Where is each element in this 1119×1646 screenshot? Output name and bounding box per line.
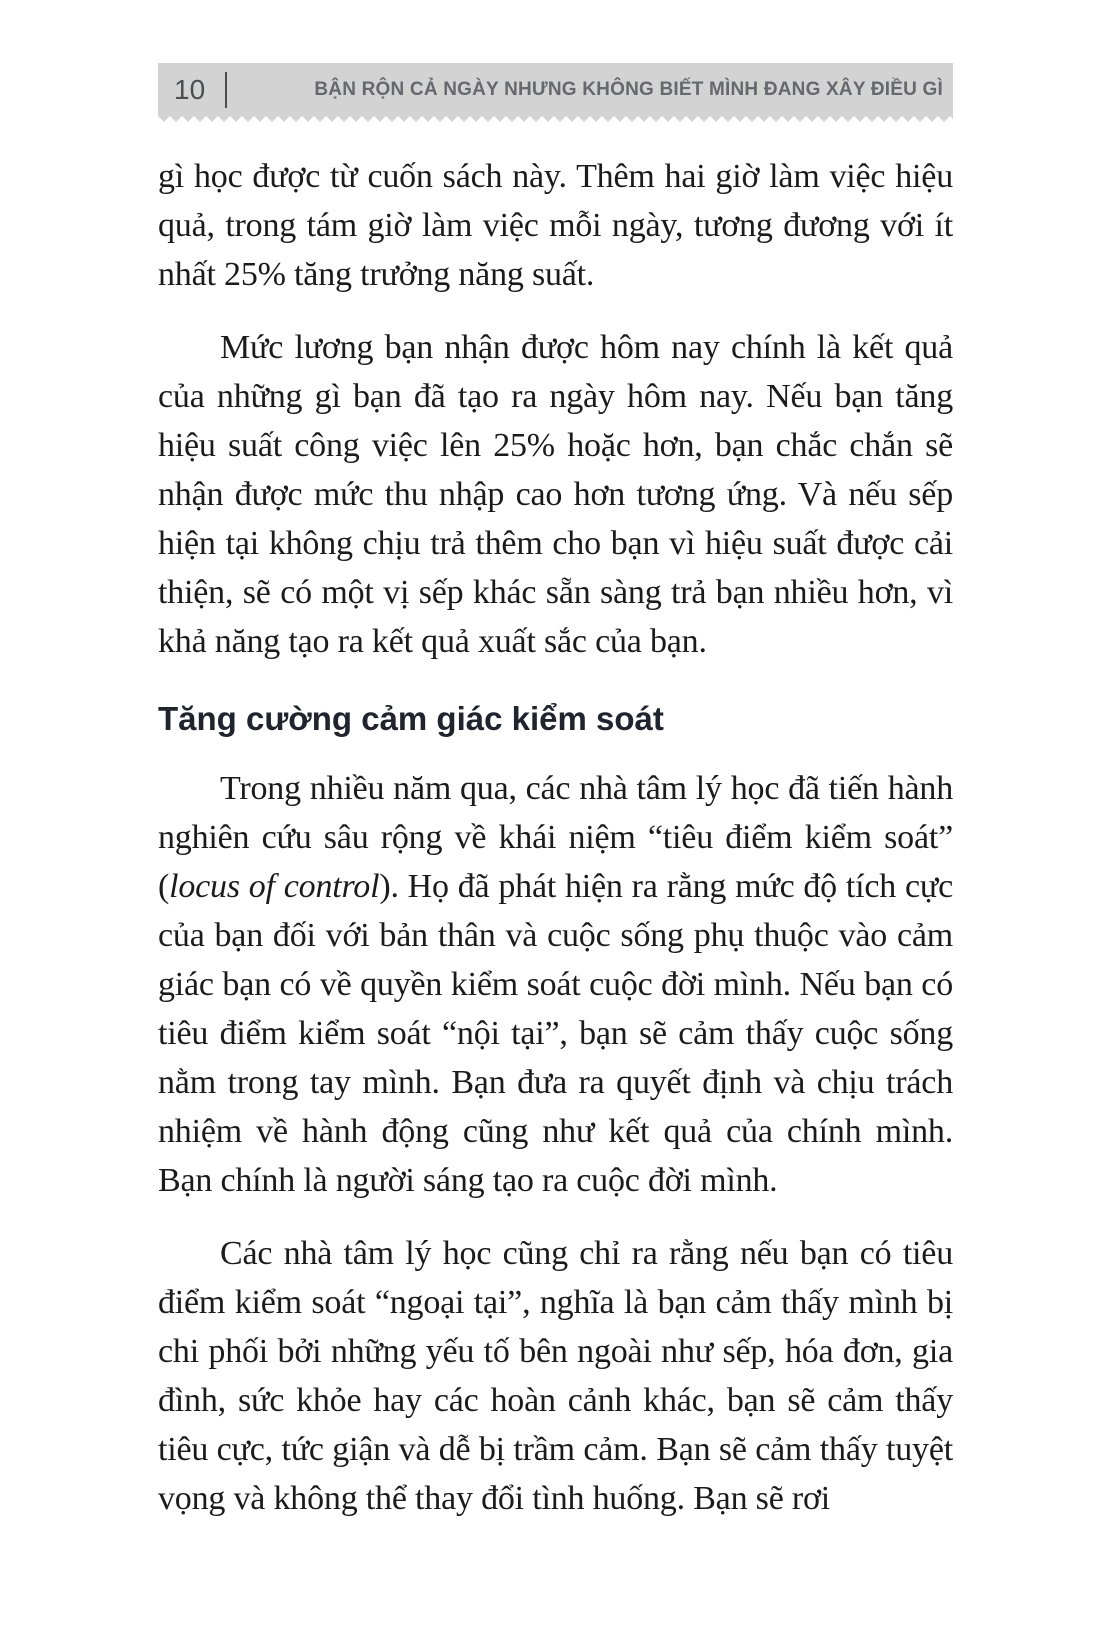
paragraph-3-post: ). Họ đã phát hiện ra rằng mức độ tích cực của bạn đối với bản thân và cuộc sống phụ thuộc vào cảm giác bạn có về quyền kiểm soát cuộc đời mình. Nếu bạn có tiêu điểm kiểm soát “nội tại”, bạn sẽ cảm thấy cuộc sống nằm trong tay mình. Bạn đưa ra quyết định và chịu trách nhiệm về hành động cũng như kết quả của chính mình. Bạn chính là người sáng tạo ra cuộc đời mình. (158, 868, 953, 1199)
section-heading: Tăng cường cảm giác kiểm soát (158, 700, 664, 737)
header-divider (225, 72, 227, 108)
running-title: BẬN RỘN CẢ NGÀY NHƯNG KHÔNG BIẾT MÌNH ĐANG XÂY ĐIỀU GÌ (314, 78, 943, 100)
body-paragraph-1: gì học được từ cuốn sách này. Thêm hai giờ làm việc hiệu quả, trong tám giờ làm việc mỗi ngày, tương đương với ít nhất 25% tăng trưởng năng suất. (158, 158, 953, 293)
zigzag-edge (158, 116, 953, 122)
body-paragraph-2: Mức lương bạn nhận được hôm nay chính là kết quả của những gì bạn đã tạo ra ngày hôm nay. Nếu bạn tăng hiệu suất công việc lên 25% hoặc hơn, bạn chắc chắn sẽ nhận được mức thu nhập cao hơn tương ứng. Và nếu sếp hiện tại không chịu trả thêm cho bạn vì hiệu suất được cải thiện, sẽ có một vị sếp khác sẵn sàng trả bạn nhiều hơn, vì khả năng tạo ra kết quả xuất sắc của bạn. (158, 329, 953, 660)
page-number: 10 (174, 73, 206, 105)
paragraph-3-pre: Trong nhiều năm qua, các nhà tâm lý học đã tiến hành nghiên cứu sâu rộng về khái niệm “tiêu điểm kiểm soát” ( (158, 770, 953, 905)
page-header-bar (158, 63, 953, 116)
body-paragraph-3 (158, 764, 953, 1205)
text-column (158, 152, 953, 1547)
italic-term: locus of control (169, 868, 380, 905)
body-paragraph-4: Các nhà tâm lý học cũng chỉ ra rằng nếu bạn có tiêu điểm kiểm soát “ngoại tại”, nghĩa là bạn cảm thấy mình bị chi phối bởi những yếu tố bên ngoài như sếp, hóa đơn, gia đình, sức khỏe hay các hoàn cảnh khác, bạn sẽ cảm thấy tiêu cực, tức giận và dễ bị trầm cảm. Bạn sẽ cảm thấy tuyệt vọng và không thể thay đổi tình huống. Bạn sẽ rơi (158, 1235, 953, 1517)
